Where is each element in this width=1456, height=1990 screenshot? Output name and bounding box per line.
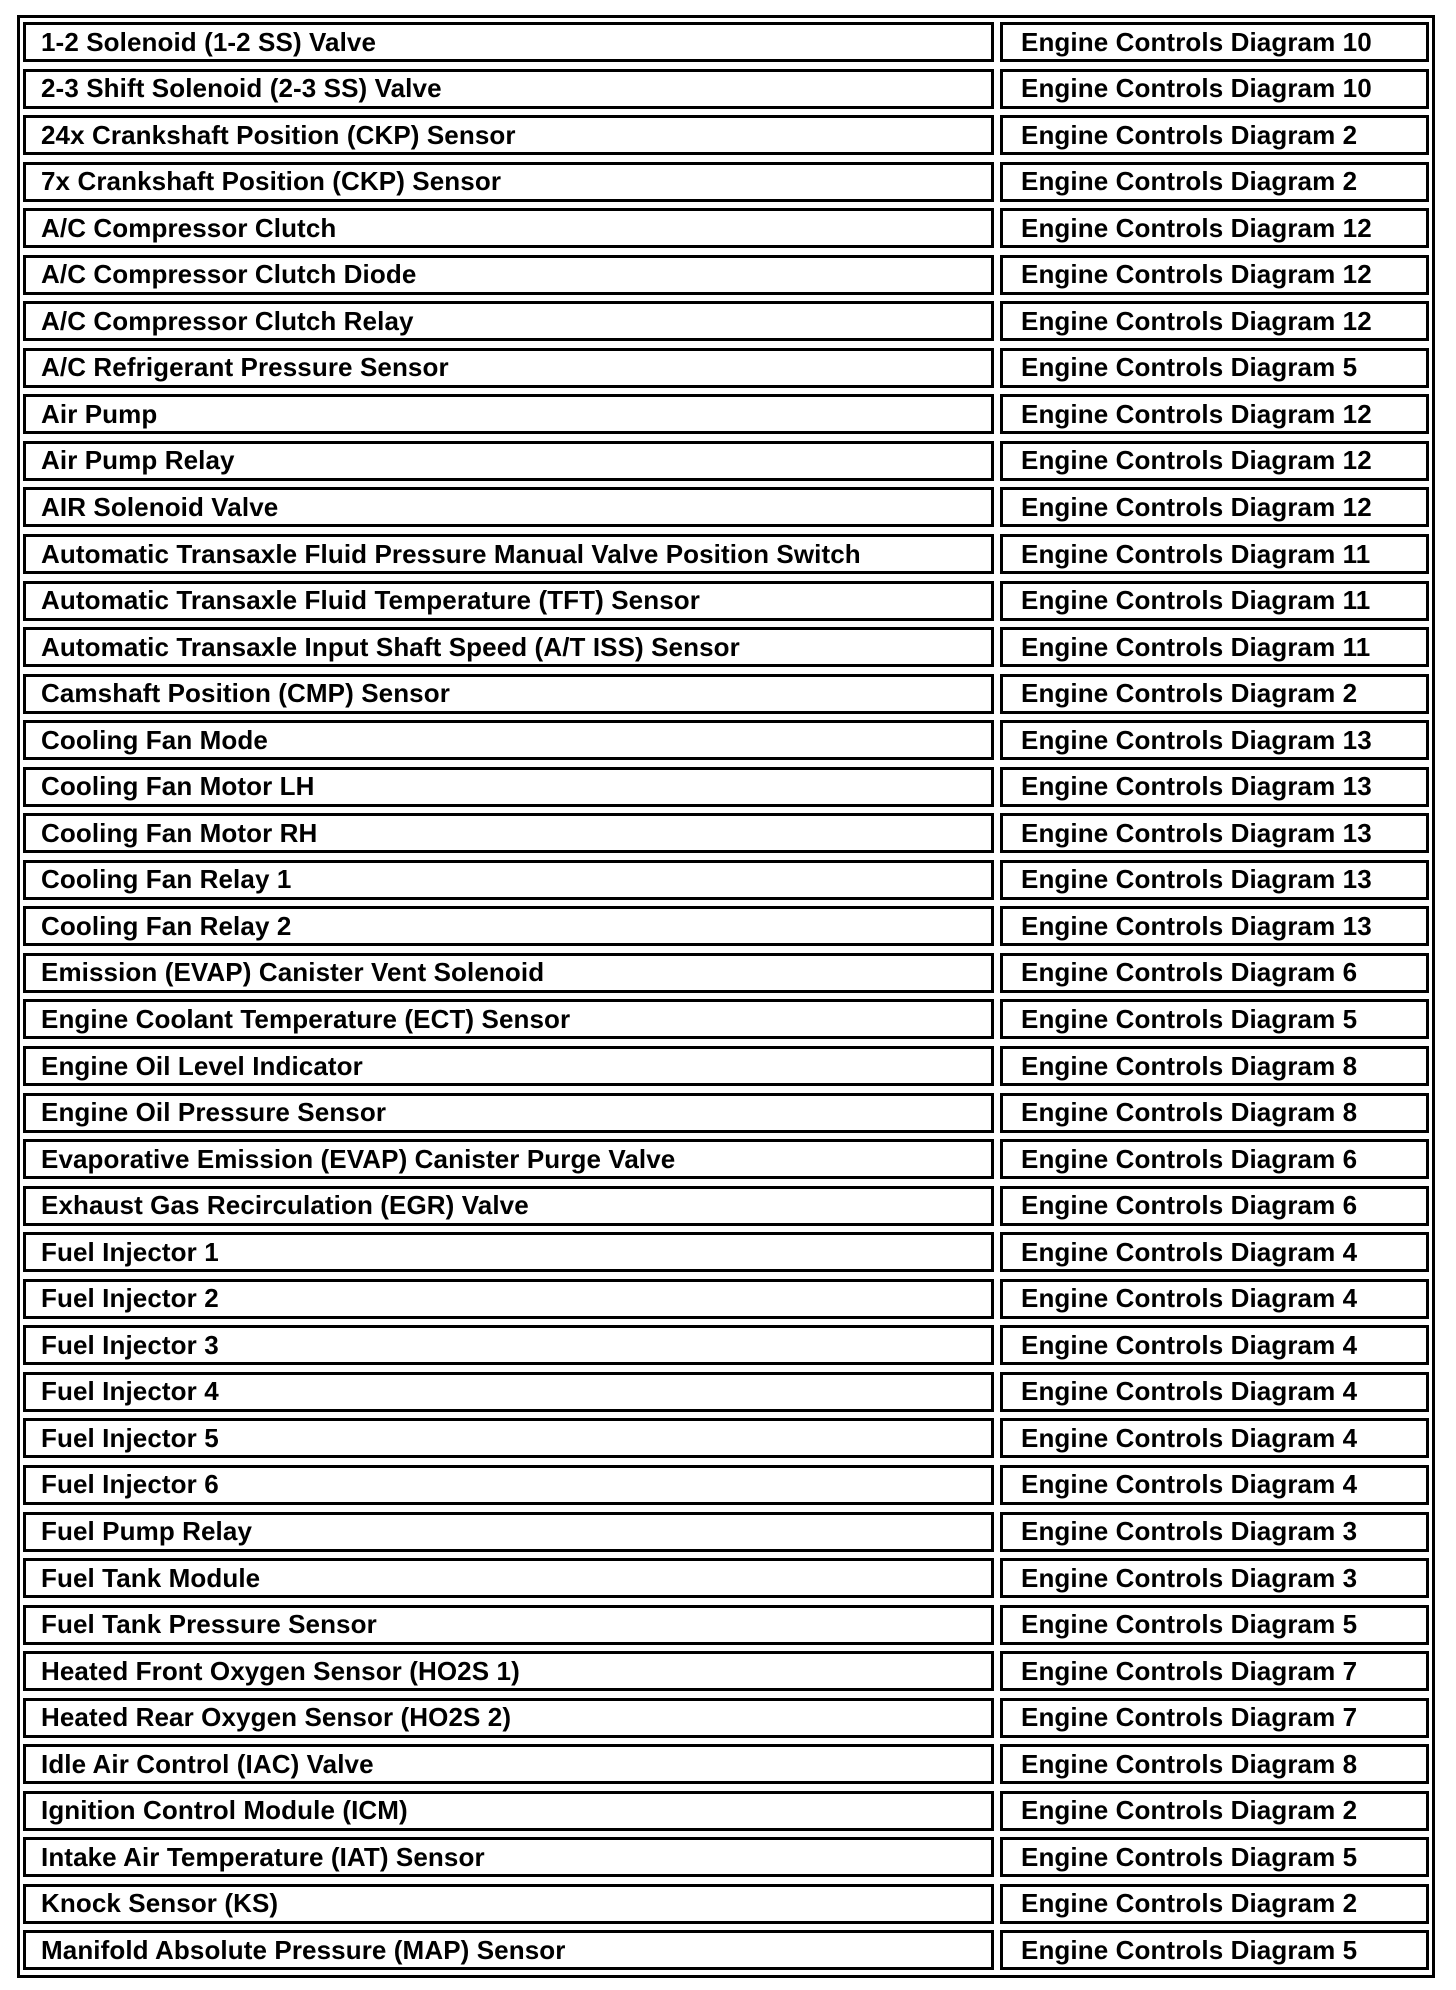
table-row — [23, 441, 1429, 481]
table-row — [23, 487, 1429, 527]
table-row — [23, 255, 1429, 295]
table-row — [23, 22, 1429, 62]
diagram-reference-cell: Engine Controls Diagram 11 — [1000, 627, 1429, 667]
diagram-reference-cell: Engine Controls Diagram 4 — [1000, 1372, 1429, 1412]
diagram-reference-cell: Engine Controls Diagram 5 — [1000, 1605, 1429, 1645]
component-name-cell: Automatic Transaxle Input Shaft Speed (A/T ISS) Sensor — [23, 627, 994, 667]
diagram-reference-cell: Engine Controls Diagram 4 — [1000, 1279, 1429, 1319]
diagram-reference-cell: Engine Controls Diagram 12 — [1000, 441, 1429, 481]
component-name-cell: A/C Compressor Clutch Relay — [23, 301, 994, 341]
table-row — [23, 1512, 1429, 1552]
component-name-cell: Fuel Injector 3 — [23, 1325, 994, 1365]
table-row — [23, 999, 1429, 1039]
component-name-cell: Evaporative Emission (EVAP) Canister Purge Valve — [23, 1139, 994, 1179]
component-name-cell: A/C Refrigerant Pressure Sensor — [23, 348, 994, 388]
diagram-reference-cell: Engine Controls Diagram 4 — [1000, 1465, 1429, 1505]
table-row — [23, 1232, 1429, 1272]
component-name-cell: Automatic Transaxle Fluid Temperature (TFT) Sensor — [23, 581, 994, 621]
table-row — [23, 301, 1429, 341]
table-row — [23, 767, 1429, 807]
component-name-cell: Cooling Fan Motor RH — [23, 813, 994, 853]
diagram-reference-cell: Engine Controls Diagram 5 — [1000, 1930, 1429, 1970]
table-row — [23, 1279, 1429, 1319]
component-name-cell: Manifold Absolute Pressure (MAP) Sensor — [23, 1930, 994, 1970]
table-row — [23, 1651, 1429, 1691]
diagram-reference-cell: Engine Controls Diagram 2 — [1000, 1791, 1429, 1831]
diagram-reference-cell: Engine Controls Diagram 2 — [1000, 115, 1429, 155]
table-row — [23, 1698, 1429, 1738]
component-name-cell: Fuel Tank Module — [23, 1558, 994, 1598]
component-name-cell: Air Pump — [23, 394, 994, 434]
diagram-reference-cell: Engine Controls Diagram 13 — [1000, 906, 1429, 946]
component-name-cell: 24x Crankshaft Position (CKP) Sensor — [23, 115, 994, 155]
component-name-cell: Heated Front Oxygen Sensor (HO2S 1) — [23, 1651, 994, 1691]
table-row — [23, 860, 1429, 900]
table-row — [23, 1139, 1429, 1179]
component-name-cell: Cooling Fan Relay 2 — [23, 906, 994, 946]
component-name-cell: Cooling Fan Relay 1 — [23, 860, 994, 900]
component-name-cell: Fuel Tank Pressure Sensor — [23, 1605, 994, 1645]
table-row — [23, 674, 1429, 714]
table-row — [23, 1418, 1429, 1458]
component-name-cell: 7x Crankshaft Position (CKP) Sensor — [23, 162, 994, 202]
table-row — [23, 1605, 1429, 1645]
diagram-reference-cell: Engine Controls Diagram 13 — [1000, 813, 1429, 853]
component-name-cell: A/C Compressor Clutch — [23, 208, 994, 248]
table-row — [23, 1372, 1429, 1412]
table-row — [23, 162, 1429, 202]
component-name-cell: Camshaft Position (CMP) Sensor — [23, 674, 994, 714]
table-row — [23, 115, 1429, 155]
diagram-reference-cell: Engine Controls Diagram 2 — [1000, 162, 1429, 202]
table-row — [23, 581, 1429, 621]
diagram-reference-cell: Engine Controls Diagram 11 — [1000, 581, 1429, 621]
diagram-reference-cell: Engine Controls Diagram 7 — [1000, 1698, 1429, 1738]
diagram-reference-cell: Engine Controls Diagram 12 — [1000, 394, 1429, 434]
diagram-reference-cell: Engine Controls Diagram 4 — [1000, 1232, 1429, 1272]
diagram-reference-cell: Engine Controls Diagram 2 — [1000, 1884, 1429, 1924]
diagram-reference-cell: Engine Controls Diagram 2 — [1000, 674, 1429, 714]
diagram-reference-cell: Engine Controls Diagram 12 — [1000, 208, 1429, 248]
diagram-reference-cell: Engine Controls Diagram 4 — [1000, 1418, 1429, 1458]
component-name-cell: Fuel Injector 4 — [23, 1372, 994, 1412]
diagram-reference-cell: Engine Controls Diagram 7 — [1000, 1651, 1429, 1691]
diagram-reference-cell: Engine Controls Diagram 3 — [1000, 1512, 1429, 1552]
table-row — [23, 394, 1429, 434]
component-name-cell: Cooling Fan Motor LH — [23, 767, 994, 807]
component-name-cell: Heated Rear Oxygen Sensor (HO2S 2) — [23, 1698, 994, 1738]
table-row — [23, 1558, 1429, 1598]
diagram-reference-cell: Engine Controls Diagram 12 — [1000, 301, 1429, 341]
table-row — [23, 348, 1429, 388]
table-row — [23, 534, 1429, 574]
component-name-cell: Knock Sensor (KS) — [23, 1884, 994, 1924]
diagram-reference-cell: Engine Controls Diagram 5 — [1000, 1837, 1429, 1877]
component-name-cell: 2-3 Shift Solenoid (2-3 SS) Valve — [23, 69, 994, 109]
component-name-cell: Engine Oil Pressure Sensor — [23, 1093, 994, 1133]
diagram-reference-cell: Engine Controls Diagram 6 — [1000, 1139, 1429, 1179]
component-name-cell: Exhaust Gas Recirculation (EGR) Valve — [23, 1186, 994, 1226]
diagram-reference-cell: Engine Controls Diagram 6 — [1000, 953, 1429, 993]
diagram-reference-cell: Engine Controls Diagram 13 — [1000, 720, 1429, 760]
diagram-reference-cell: Engine Controls Diagram 8 — [1000, 1093, 1429, 1133]
diagram-reference-cell: Engine Controls Diagram 8 — [1000, 1744, 1429, 1784]
component-name-cell: Fuel Pump Relay — [23, 1512, 994, 1552]
component-name-cell: Cooling Fan Mode — [23, 720, 994, 760]
component-name-cell: Emission (EVAP) Canister Vent Solenoid — [23, 953, 994, 993]
component-name-cell: AIR Solenoid Valve — [23, 487, 994, 527]
component-name-cell: A/C Compressor Clutch Diode — [23, 255, 994, 295]
component-name-cell: Automatic Transaxle Fluid Pressure Manual Valve Position Switch — [23, 534, 994, 574]
component-name-cell: Idle Air Control (IAC) Valve — [23, 1744, 994, 1784]
table-row — [23, 1884, 1429, 1924]
component-name-cell: Air Pump Relay — [23, 441, 994, 481]
component-name-cell: Intake Air Temperature (IAT) Sensor — [23, 1837, 994, 1877]
component-name-cell: Engine Oil Level Indicator — [23, 1046, 994, 1086]
diagram-reference-cell: Engine Controls Diagram 8 — [1000, 1046, 1429, 1086]
table-row — [23, 1744, 1429, 1784]
table-row — [23, 1093, 1429, 1133]
table-row — [23, 720, 1429, 760]
diagram-reference-cell: Engine Controls Diagram 5 — [1000, 999, 1429, 1039]
table-row — [23, 1465, 1429, 1505]
table-row — [23, 813, 1429, 853]
component-name-cell: Fuel Injector 5 — [23, 1418, 994, 1458]
table-row — [23, 1046, 1429, 1086]
diagram-reference-cell: Engine Controls Diagram 13 — [1000, 860, 1429, 900]
diagram-reference-cell: Engine Controls Diagram 11 — [1000, 534, 1429, 574]
table-row — [23, 69, 1429, 109]
table-row — [23, 953, 1429, 993]
diagram-reference-cell: Engine Controls Diagram 4 — [1000, 1325, 1429, 1365]
table-row — [23, 906, 1429, 946]
diagram-reference-cell: Engine Controls Diagram 6 — [1000, 1186, 1429, 1226]
component-name-cell: Fuel Injector 6 — [23, 1465, 994, 1505]
diagram-reference-cell: Engine Controls Diagram 13 — [1000, 767, 1429, 807]
component-name-cell: Fuel Injector 1 — [23, 1232, 994, 1272]
table-row — [23, 208, 1429, 248]
diagram-reference-cell: Engine Controls Diagram 3 — [1000, 1558, 1429, 1598]
component-locator-table — [17, 15, 1435, 1978]
diagram-reference-cell: Engine Controls Diagram 10 — [1000, 22, 1429, 62]
component-name-cell: Fuel Injector 2 — [23, 1279, 994, 1319]
diagram-reference-cell: Engine Controls Diagram 10 — [1000, 69, 1429, 109]
table-row — [23, 1837, 1429, 1877]
component-name-cell: Engine Coolant Temperature (ECT) Sensor — [23, 999, 994, 1039]
table-row — [23, 1791, 1429, 1831]
table-body — [23, 22, 1429, 1971]
table-row — [23, 1186, 1429, 1226]
component-name-cell: 1-2 Solenoid (1-2 SS) Valve — [23, 22, 994, 62]
table-row — [23, 1325, 1429, 1365]
component-name-cell: Ignition Control Module (ICM) — [23, 1791, 994, 1831]
diagram-reference-cell: Engine Controls Diagram 12 — [1000, 255, 1429, 295]
diagram-reference-cell: Engine Controls Diagram 12 — [1000, 487, 1429, 527]
table-row — [23, 627, 1429, 667]
table-row — [23, 1930, 1429, 1970]
diagram-reference-cell: Engine Controls Diagram 5 — [1000, 348, 1429, 388]
